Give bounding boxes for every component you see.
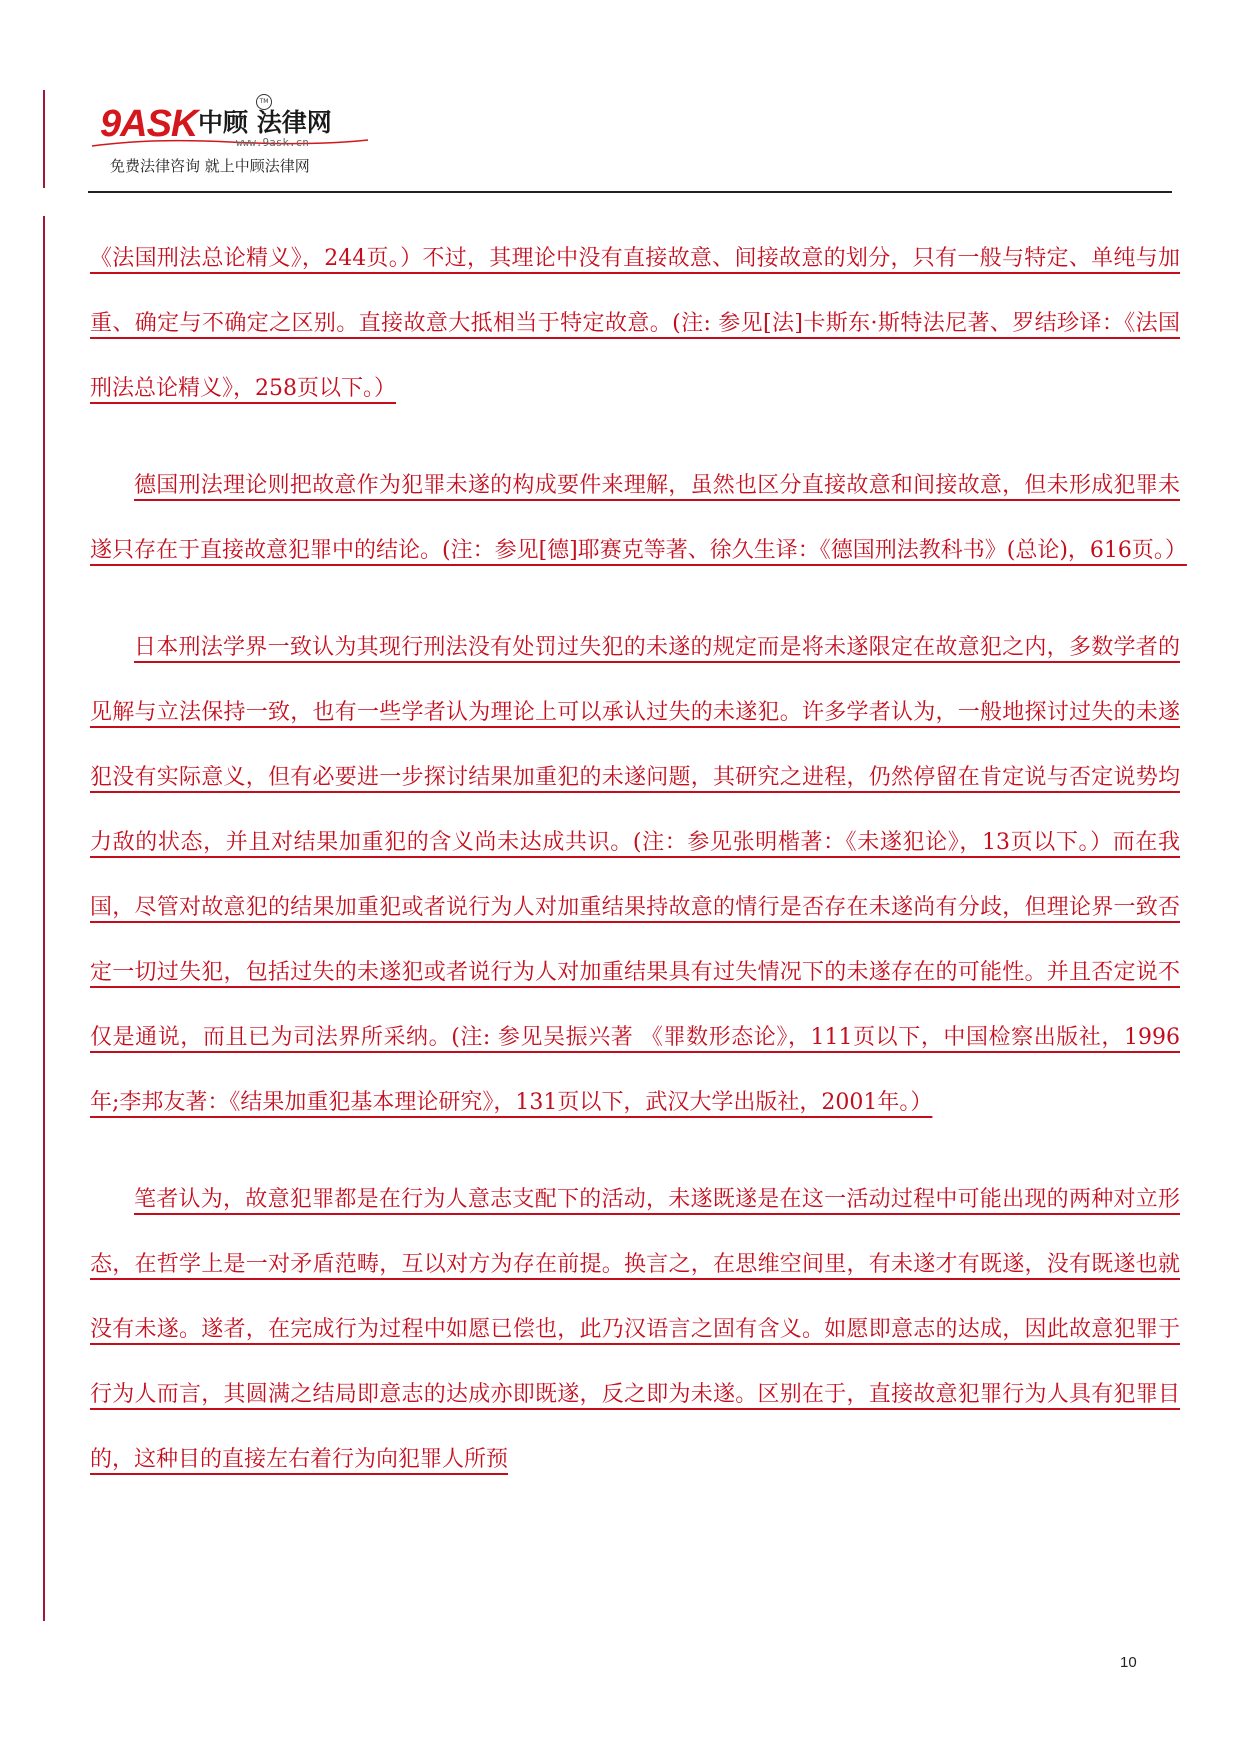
logo-mark: 9ASK bbox=[100, 103, 198, 145]
paragraph-3: 日本刑法学界一致认为其现行刑法没有处罚过失犯的未遂的规定而是将未遂限定在故意犯之内，多数学者的见解与立法保持一致，也有一些学者认为理论上可以承认过失的未遂犯。许多学者认为，一般地探讨过失的未遂犯没有实际意义，但有必要进一步探讨结果加重犯的未遂问题，其研究之进程，仍然停留在肯定说与否定说势均力敌的状态，并且对结果加重犯的含义尚未达成共识。(注：参见张明楷著：《未遂犯论》，13页以下。）而在我国，尽管对故意犯的结果加重犯或者说行为人对加重结果持故意的情行是否存在未遂尚有分歧，但理论界一致否定一切过失犯，包括过失的未遂犯或者说行为人对加重结果具有过失情况下的未遂存在的可能性。并且否定说不仅是通说，而且已为司法界所采纳。(注: 参见吴振兴著 《罪数形态论》，111页以下，中国检察出版社，1996年;李邦友著：《结果加重犯基本理论研究》，131页以下，武汉大学出版社，2001年。） bbox=[90, 635, 1180, 1115]
left-margin-rule-top bbox=[43, 90, 45, 188]
logo-chinese-name: 中顾 法律网 bbox=[198, 108, 332, 137]
left-margin-rule-main bbox=[43, 216, 45, 1621]
header-divider bbox=[88, 191, 1172, 193]
page-number: 10 bbox=[1120, 1654, 1137, 1671]
trademark-badge: TM bbox=[256, 94, 272, 110]
logo-slogan: 免费法律咨询 就上中顾法律网 bbox=[110, 157, 310, 175]
site-logo bbox=[90, 96, 390, 186]
paragraph-2: 德国刑法理论则把故意作为犯罪未遂的构成要件来理解，虽然也区分直接故意和间接故意，但未形成犯罪未遂只存在于直接故意犯罪中的结论。(注：参见[德]耶赛克等著、徐久生译：《德国刑法教科书》(总论)，616页。） bbox=[90, 473, 1187, 563]
logo-url: www.9ask.cn bbox=[236, 136, 309, 149]
paragraph-1: 《法国刑法总论精义》，244页。）不过，其理论中没有直接故意、间接故意的划分，只有一般与特定、单纯与加重、确定与不确定之区别。直接故意大抵相当于特定故意。(注: 参见[法]卡斯东·斯特法尼著、罗结珍译：《法国刑法总论精义》，258页以下。） bbox=[90, 246, 1180, 401]
document-body bbox=[90, 226, 1187, 1524]
logo-swoosh-icon bbox=[90, 136, 370, 150]
paragraph-4: 笔者认为，故意犯罪都是在行为人意志支配下的活动，未遂既遂是在这一活动过程中可能出现的两种对立形态，在哲学上是一对矛盾范畴，互以对方为存在前提。换言之，在思维空间里，有未遂才有既遂，没有既遂也就没有未遂。遂者，在完成行为过程中如愿已偿也，此乃汉语言之固有含义。如愿即意志的达成，因此故意犯罪于行为人而言，其圆满之结局即意志的达成亦即既遂，反之即为未遂。区别在于，直接故意犯罪行为人具有犯罪目的，这种目的直接左右着行为向犯罪人所预 bbox=[90, 1187, 1180, 1472]
